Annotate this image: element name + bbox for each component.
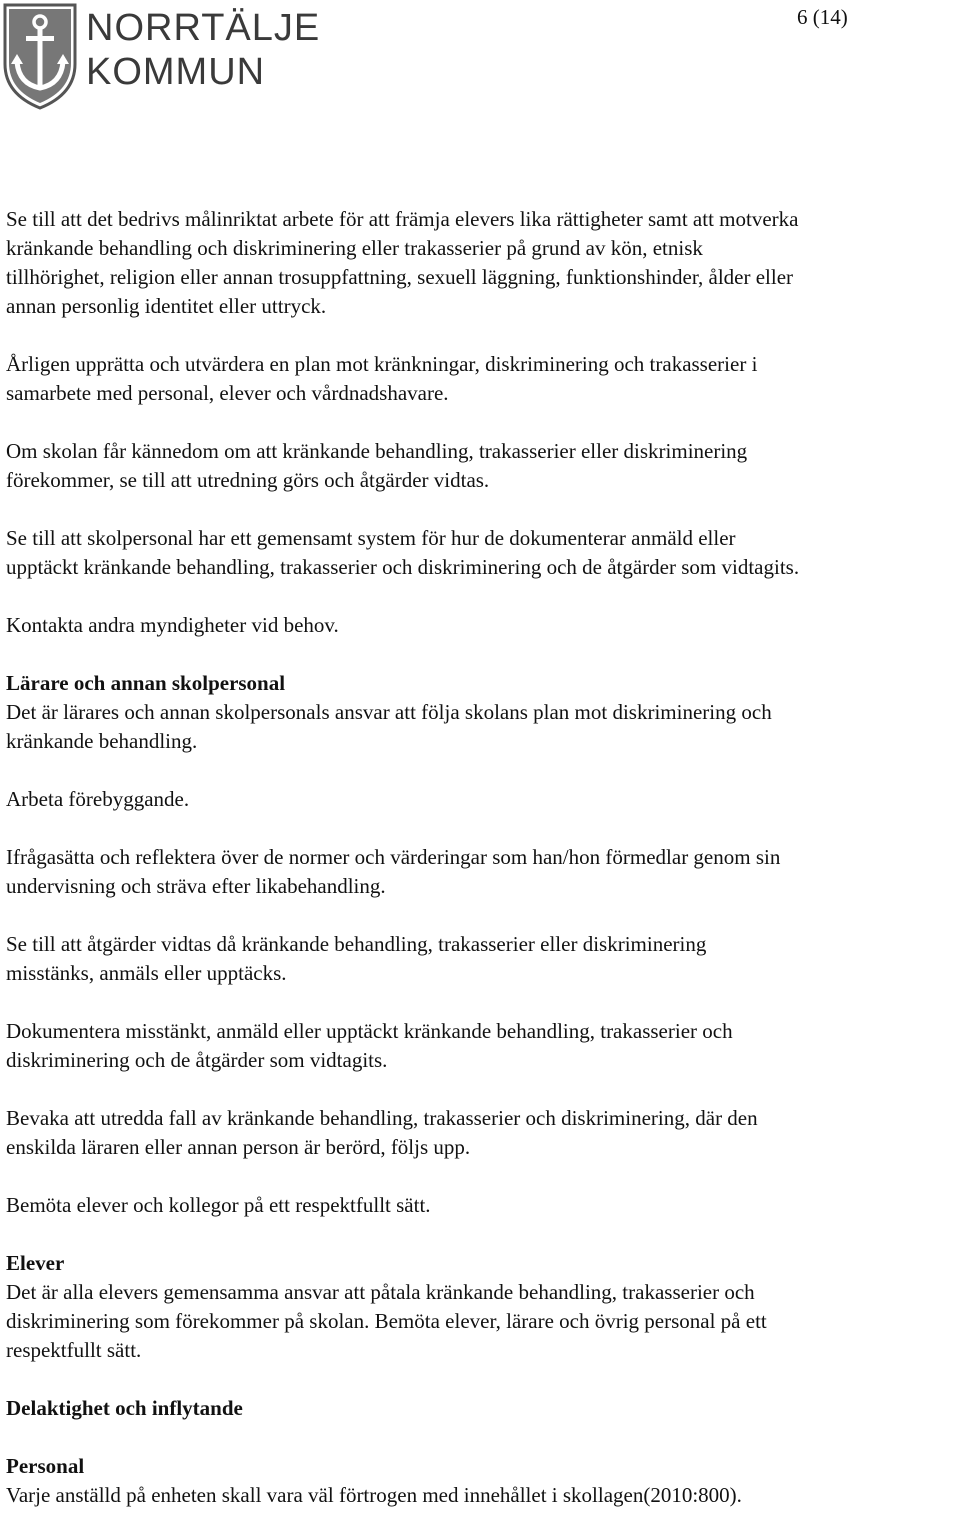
section-heading-teachers: Lärare och annan skolpersonal [6, 671, 286, 695]
logo-line-2: KOMMUN [86, 51, 266, 93]
document-body [6, 205, 960, 1510]
paragraph: Bevaka att utredda fall av kränkande behandling, trakasserier och diskriminering, där den enskilda läraren eller annan person är berörd, följs upp. [6, 1106, 758, 1159]
section-heading-participation: Delaktighet och inflytande [6, 1396, 243, 1420]
municipality-logo [2, 2, 321, 112]
paragraph: Arbeta förebyggande. [6, 787, 190, 811]
logo-line-1: NORRTÄLJE [86, 7, 321, 49]
logo-wordmark [86, 6, 320, 94]
anchor-shield-icon [2, 2, 78, 110]
paragraph: Kontakta andra myndigheter vid behov. [6, 613, 339, 637]
section-heading-students: Elever [6, 1251, 65, 1275]
paragraph: Varje anställd på enheten skall vara väl förtrogen med innehållet i skollagen(2010:800). [6, 1483, 742, 1507]
paragraph: Årligen upprätta och utvärdera en plan mot kränkningar, diskriminering och trakasserier i samarbete med personal, elever och vårdnadshavare. [6, 352, 758, 405]
page-number: 6 (14) [797, 5, 848, 29]
paragraph: Se till att åtgärder vidtas då kränkande behandling, trakasserier eller diskriminering misstänks, anmäls eller upptäcks. [6, 932, 707, 985]
paragraph: Dokumentera misstänkt, anmäld eller upptäckt kränkande behandling, trakasserier och diskriminering och de åtgärder som vidtagits. [6, 1019, 733, 1072]
paragraph: Bemöta elever och kollegor på ett respektfullt sätt. [6, 1193, 431, 1217]
paragraph: Det är lärares och annan skolpersonals ansvar att följa skolans plan mot diskriminering och kränkande behandling. [6, 700, 772, 753]
paragraph: Se till att skolpersonal har ett gemensamt system för hur de dokumenterar anmäld eller upptäckt kränkande behandling, trakasserier och diskriminering och de åtgärder som vidtagits. [6, 526, 800, 579]
paragraph: Om skolan får kännedom om att kränkande behandling, trakasserier eller diskriminering förekommer, se till att utredning görs och åtgärder vidtas. [6, 439, 748, 492]
paragraph: Det är alla elevers gemensamma ansvar att påtala kränkande behandling, trakasserier och diskriminering som förekommer på skolan. Bemöta elever, lärare och övrig personal på ett respektfullt sätt. [6, 1280, 767, 1362]
paragraph: Ifrågasätta och reflektera över de normer och värderingar som han/hon förmedlar genom sin undervisning och sträva efter likabehandling. [6, 845, 781, 898]
section-heading-staff: Personal [6, 1454, 85, 1478]
paragraph: Se till att det bedrivs målinriktat arbete för att främja elevers lika rättigheter samt att motverka kränkande behandling och diskriminering eller trakasserier på grund av kön, etnisk tillhörighet, religion eller annan trosuppfattning, sexuell läggning, funktionshinder, ålder eller annan personlig identitet eller uttryck. [6, 207, 799, 318]
